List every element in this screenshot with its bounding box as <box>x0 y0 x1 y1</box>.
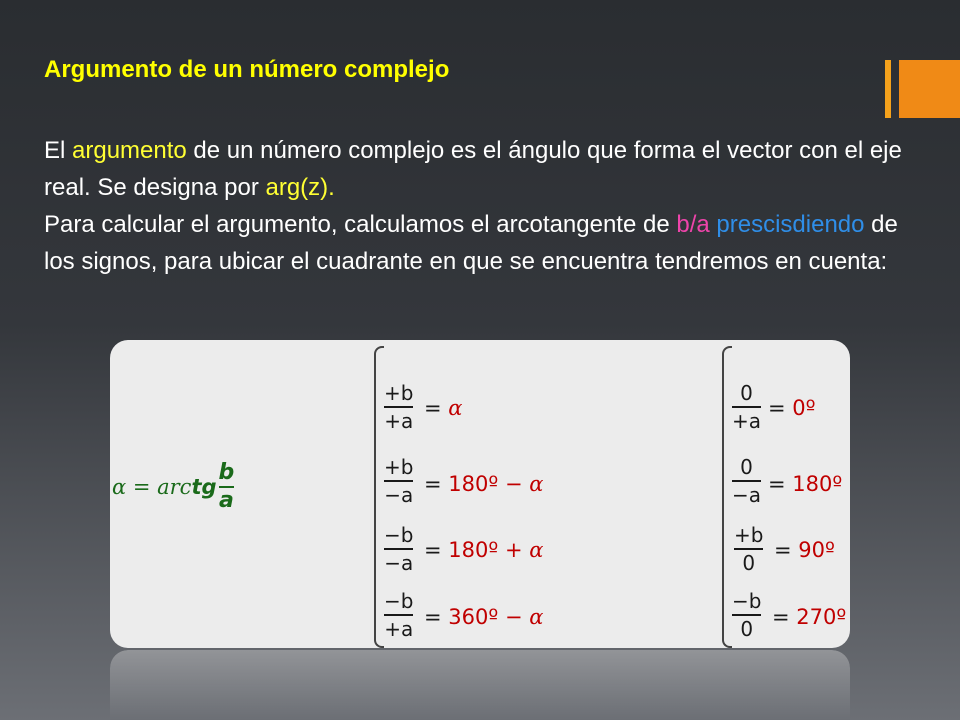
right-case-1-value: 0º <box>792 396 816 420</box>
formula-panel-reflection <box>110 650 850 720</box>
text-segment: El <box>44 137 73 164</box>
formula-tg: tg <box>191 475 217 499</box>
fraction-bar <box>384 480 413 482</box>
decorative-orange-bar-thin <box>885 60 891 118</box>
left-case-4-value: 360º − <box>448 605 523 629</box>
text-segment: de los signos, para ubicar el cuadrante en que se encuentra tendremos en cuenta: <box>44 211 898 275</box>
left-case-3-result <box>424 538 543 562</box>
right-case-1-result <box>768 396 816 420</box>
fraction-bar <box>734 548 763 550</box>
left-case-4-den: +a <box>384 617 414 641</box>
equals-sign: = <box>772 605 790 629</box>
right-case-2-den: −a <box>732 483 762 507</box>
right-case-3-den: 0 <box>742 551 756 575</box>
right-case-3-num: +b <box>734 523 764 547</box>
right-case-2-num: 0 <box>740 455 753 479</box>
right-case-2-result <box>768 472 842 496</box>
alpha-symbol: α <box>529 472 544 496</box>
left-case-2-result <box>424 472 543 496</box>
left-case-1-fraction <box>384 382 413 432</box>
left-case-4-num: −b <box>384 589 414 613</box>
fraction-bar <box>732 480 761 482</box>
highlight-prescisdiendo: prescisdiendo <box>716 211 865 238</box>
left-case-3-fraction <box>384 524 413 574</box>
formula-panel <box>110 340 850 648</box>
right-case-2-value: 180º <box>792 472 843 496</box>
right-case-1-fraction <box>732 382 761 432</box>
right-case-3-result <box>774 538 835 562</box>
formula-lhs: α = arc <box>112 475 192 499</box>
slide-title: Argumento de un número complejo <box>44 56 450 83</box>
decorative-orange-bar-wide <box>899 60 960 118</box>
right-cases-brace <box>722 346 732 648</box>
left-case-4-result <box>424 605 543 629</box>
right-case-4-fraction <box>732 590 761 640</box>
left-cases-brace <box>374 346 384 648</box>
alpha-symbol: α <box>529 538 544 562</box>
formula-denominator: a <box>218 488 234 513</box>
formula-fraction <box>219 462 235 512</box>
equals-sign: = <box>424 538 442 562</box>
left-case-1-den: +a <box>384 409 414 433</box>
alpha-symbol: α <box>448 396 463 420</box>
right-case-3-fraction <box>734 524 763 574</box>
left-case-3-den: −a <box>384 551 414 575</box>
fraction-bar <box>384 614 413 616</box>
text-segment: de un número complejo es el ángulo que forma el vector con el eje real. Se designa por <box>44 137 902 201</box>
left-case-4-fraction <box>384 590 413 640</box>
right-case-4-den: 0 <box>740 617 754 641</box>
slide-paragraph <box>44 132 924 280</box>
equals-sign: = <box>768 472 786 496</box>
left-case-2-den: −a <box>384 483 414 507</box>
right-case-4-value: 270º <box>796 605 847 629</box>
left-case-2-value: 180º − <box>448 472 523 496</box>
left-case-1-result <box>424 396 462 420</box>
highlight-argumento: argumento <box>72 137 187 164</box>
right-case-3-value: 90º <box>798 538 835 562</box>
formula-numerator: b <box>218 460 235 485</box>
left-case-3-num: −b <box>384 523 414 547</box>
fraction-bar <box>732 614 761 616</box>
equals-sign: = <box>774 538 792 562</box>
left-case-2-num: +b <box>384 455 414 479</box>
text-segment: Para calcular el argumento, calculamos el arcotangente de <box>44 211 677 238</box>
fraction-bar <box>384 548 413 550</box>
arctangent-formula <box>112 462 234 512</box>
right-case-1-den: +a <box>732 409 762 433</box>
equals-sign: = <box>424 472 442 496</box>
right-case-1-num: 0 <box>740 381 753 405</box>
equals-sign: = <box>768 396 786 420</box>
right-case-4-result <box>772 605 846 629</box>
left-case-2-fraction <box>384 456 413 506</box>
alpha-symbol: α <box>529 605 544 629</box>
equals-sign: = <box>424 605 442 629</box>
highlight-arg-z: arg(z). <box>265 174 335 201</box>
equals-sign: = <box>424 396 442 420</box>
right-case-4-num: −b <box>732 589 762 613</box>
fraction-bar <box>732 406 761 408</box>
fraction-bar <box>384 406 413 408</box>
left-case-3-value: 180º + <box>448 538 523 562</box>
highlight-b-over-a: b/a <box>676 211 710 238</box>
left-case-1-num: +b <box>384 381 414 405</box>
right-case-2-fraction <box>732 456 761 506</box>
